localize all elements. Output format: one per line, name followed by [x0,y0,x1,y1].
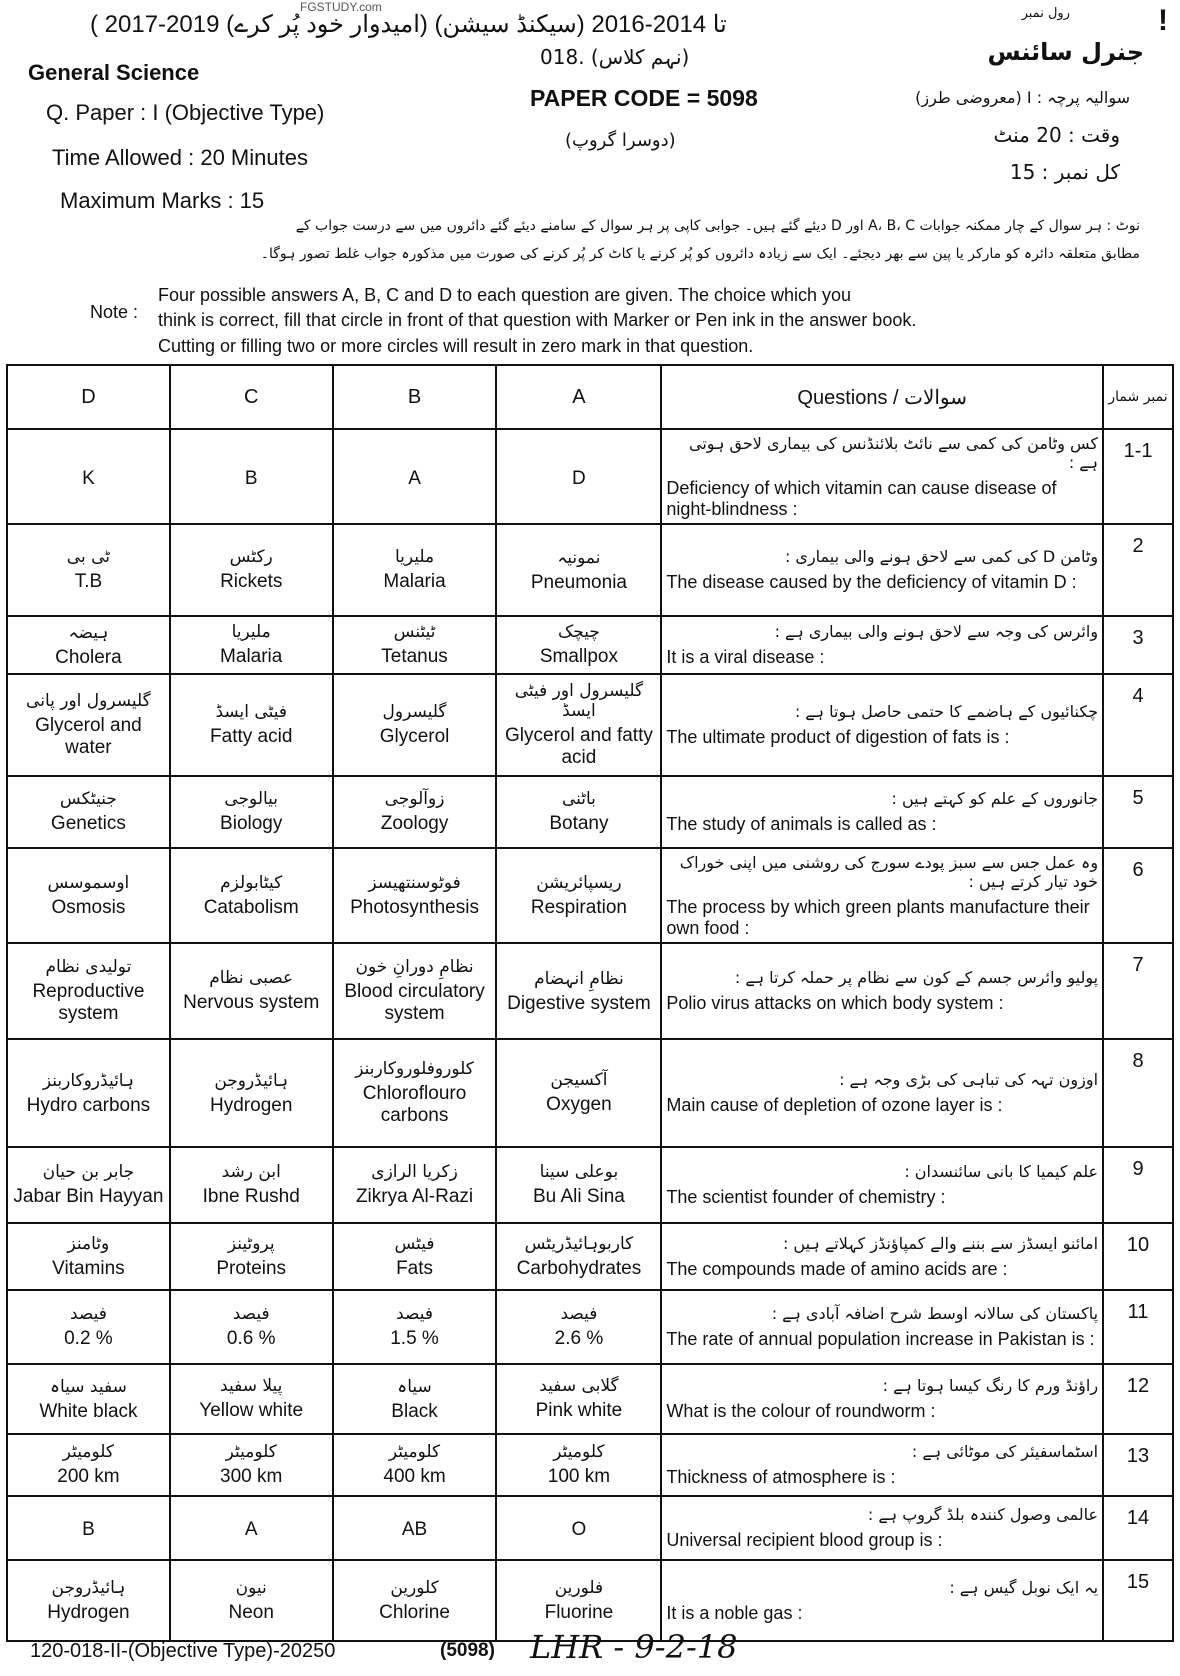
option-d [7,616,170,674]
question [661,674,1103,776]
option-a-ur: نمونیہ [557,547,601,568]
table-row [7,674,1173,776]
question-number: 3 [1103,616,1173,674]
option-d-en: White black [39,1400,138,1422]
option-c [170,776,333,848]
question-ur: اسٹماسفیئر کی موٹائی ہے : [911,1442,1099,1461]
option-a-ur: گلابی سفید [539,1376,619,1396]
question-ur: وائرس کی وجہ سے لاحق ہونے والی بیماری ہے : [774,622,1099,641]
option-a-ur: بوعلی سینا [539,1162,619,1182]
header-a: A [496,365,661,429]
option-b [333,674,497,776]
option-d [7,943,170,1039]
option-a [496,776,661,848]
question-en: Thickness of atmosphere is : [666,1467,896,1487]
option-c-en: A [244,1519,258,1540]
mark: ! [1158,4,1168,37]
option-d [7,1496,170,1560]
question-number: 10 [1103,1223,1173,1290]
option-a-en: Digestive system [507,992,651,1014]
option-d [7,1434,170,1496]
question-number: 4 [1103,674,1173,776]
option-a-ur: فیصد [560,1304,598,1324]
question-number: 12 [1103,1364,1173,1434]
question-en: It is a viral disease : [666,647,825,667]
option-d-en: Jabar Bin Hayyan [13,1186,164,1207]
option-a-en: Carbohydrates [516,1258,642,1279]
option-d-en: Genetics [50,813,126,834]
option-c [170,1560,333,1641]
option-c [170,943,333,1039]
option-c-en: Biology [220,813,283,834]
roll-no: رول نمبر [1021,6,1070,21]
option-b-en: Black [391,1400,438,1422]
question-number: 7 [1103,943,1173,1039]
option-a-en: Oxygen [546,1094,612,1115]
option-d [7,776,170,848]
option-b-en: Zikrya Al-Razi [355,1186,474,1207]
question-ur: پولیو وائرس جسم کے کون سے نظام پر حملہ کرتا ہے : [734,968,1099,987]
note-label: Note : [90,302,139,322]
option-d-en: Hydro carbons [26,1094,151,1116]
option-b [333,1290,497,1364]
question-ur: وٹامن D کی کمی سے لاحق ہونے والی بیماری : [784,547,1099,566]
question [661,1434,1103,1496]
time-ur: وقت : 20 منٹ [993,123,1120,147]
footer-code: 120-018-II-(Objective Type)-20250 [30,1640,336,1662]
option-b-en: Fats [396,1257,434,1279]
option-b-ur: ٹیٹنس [393,622,436,642]
option-c-ur: کلومیٹر [225,1442,277,1462]
option-d-en: Hydrogen [47,1602,130,1623]
question-en: The study of animals is called as : [666,814,937,834]
option-d-ur: ہائیڈروکاربنز [42,1070,134,1091]
header-c: C [170,365,333,429]
question-en: The compounds made of amino acids are : [666,1258,1008,1279]
option-d-ur: اوسموسس [47,872,130,893]
option-d-ur: ہائیڈروجن [51,1578,126,1598]
option-b [333,1223,497,1290]
option-d [7,1039,170,1147]
question-en: Deficiency of which vitamin can cause disease of night-blindness : [666,477,1057,519]
option-b-ur: کلومیٹر [388,1442,441,1462]
option-a-en: Glycerol and fatty acid [505,725,653,768]
question-ur: علم کیمیا کا بانی سائنسدان : [904,1162,1099,1181]
option-a [496,1364,661,1434]
header-b: B [333,365,497,429]
paper-en: Q. Paper : I (Objective Type) [46,100,325,125]
table-row [7,1147,1173,1223]
question-number: 5 [1103,776,1173,848]
question-ur: عالمی وصول کنندہ بلڈ گروپ ہے : [867,1505,1099,1524]
option-c-ur: فیصد [232,1304,270,1324]
option-b-ur: ملیریا [394,547,435,567]
questions-table [6,364,1174,1642]
option-d-ur: کلومیٹر [62,1442,115,1462]
option-c-en: 0.6 % [226,1328,276,1349]
option-c [170,848,333,943]
option-d-en: T.B [74,571,103,592]
option-c [170,1223,333,1290]
option-a-en: 100 km [547,1466,611,1487]
option-c [170,429,333,524]
option-c-ur: کیٹابولزم [220,872,283,893]
option-b-en: 400 km [383,1466,446,1487]
question-ur: امائنو ایسڈز سے بننے والے کمپاؤنڈز کہلاتے ہیں : [782,1233,1099,1253]
option-c-ur: ابن رشد [221,1162,281,1182]
option-c [170,674,333,776]
option-d-ur: فیصد [69,1304,107,1324]
table-row [7,1223,1173,1290]
option-b [333,616,497,674]
option-b [333,1147,497,1223]
option-d-en: Vitamins [52,1257,125,1279]
option-b [333,1560,497,1641]
table-row [7,524,1173,616]
class-ur: (نہم کلاس) .018 [540,45,690,69]
question [661,1364,1103,1434]
option-b-en: AB [401,1519,428,1540]
note-en-3: Cutting or filling two or more circles will result in zero mark in that question. [158,336,754,356]
option-a-ur: ریسپائریشن [536,872,622,893]
question-ur: پاکستان کی سالانہ اوسط شرح اضافہ آبادی ہے : [771,1304,1099,1323]
question-number: 9 [1103,1147,1173,1223]
question-number: 2 [1103,524,1173,616]
option-b-en: A [408,467,421,489]
question-ur: راؤنڈ ورم کا رنگ کیسا ہوتا ہے : [882,1376,1099,1395]
group-ur: (دوسرا گروپ) [565,130,676,151]
option-d [7,524,170,616]
time-en: Time Allowed : 20 Minutes [52,145,308,170]
option-b-en: Glycerol [379,726,450,747]
option-b-en: Malaria [383,571,446,592]
option-b-ur: گلیسرول [382,702,447,722]
question-en: It is a noble gas : [666,1602,803,1623]
option-a [496,616,661,674]
question [661,429,1103,524]
question-en: The rate of annual population increase in Pakistan is : [666,1329,1095,1349]
option-d-en: Osmosis [51,896,126,918]
option-d-en: Reproductive system [32,981,145,1024]
option-d [7,1364,170,1434]
option-a [496,1434,661,1496]
option-b [333,848,497,943]
question-number: 6 [1103,848,1173,943]
option-a-en: Pneumonia [530,571,627,593]
question-ur: جانوروں کے علم کو کہتے ہیں : [891,789,1099,808]
question [661,1039,1103,1147]
table-row [7,1039,1173,1147]
option-b-ur: نظامِ دورانِ خون [355,957,474,977]
option-c [170,524,333,616]
table-row [7,848,1173,943]
option-c-en: Neon [228,1601,274,1623]
option-d [7,429,170,524]
option-c-ur: ہائیڈروجن [214,1070,289,1091]
table-row [7,776,1173,848]
question-en: Main cause of depletion of ozone layer is : [666,1095,1003,1115]
header-d: D [7,365,170,429]
option-a [496,848,661,943]
option-c-en: Yellow white [199,1400,304,1421]
option-c [170,1496,333,1560]
sessions: ( 2017-2019 تا 2014-2016 (سیکنڈ سیشن) (امیدوار خود پُر کرے) [90,11,727,38]
option-d-ur: تولیدی نظام [45,957,132,977]
option-d-en: 0.2 % [64,1328,113,1349]
option-a-en: Bu Ali Sina [532,1186,625,1207]
option-b-ur: زکریا الرازی [371,1162,458,1182]
option-a-ur: چیچک [558,622,600,642]
option-b-ur: فیٹس [394,1233,435,1254]
paper-ur: سوالیہ پرچہ : I (معروضی طرز) [915,88,1130,107]
option-b-en: Photosynthesis [350,896,479,918]
option-a [496,524,661,616]
paper-code: PAPER CODE = 5098 [530,85,758,111]
question-number: 8 [1103,1039,1173,1147]
table-row [7,1496,1173,1560]
option-d-en: Glycerol and water [35,715,142,758]
table-header [7,365,1173,429]
option-c-ur: رکٹس [229,547,273,567]
option-c-ur: نیون [235,1577,267,1598]
option-d-en: B [82,1519,95,1540]
handwritten-note: LHR - 9-2-18 [530,1628,738,1666]
option-a-en: O [571,1519,587,1540]
option-c-en: Catabolism [203,896,299,918]
question [661,524,1103,616]
option-c-ur: ملیریا [231,622,271,642]
table-row [7,1434,1173,1496]
table-row [7,943,1173,1039]
question-ur: وہ عمل جس سے سبز پودے سورج کی روشنی میں اپنی خوراک خود تیار کرتے ہیں : [679,852,1099,891]
option-a-en: Pink white [535,1400,623,1421]
option-c [170,1039,333,1147]
option-c-en: Rickets [220,571,283,592]
note-en-2: think is correct, fill that circle in front of that question with Marker or Pen ink in the answer book. [158,310,917,330]
option-b [333,429,497,524]
option-d [7,848,170,943]
question [661,1223,1103,1290]
table-row [7,1290,1173,1364]
option-c-en: B [244,467,258,489]
option-a-ur: نظامِ انہضام [534,968,624,989]
option-d [7,1223,170,1290]
option-c-en: Fatty acid [210,726,293,747]
question [661,943,1103,1039]
option-a-ur: باٹنی [561,789,596,809]
option-a [496,1223,661,1290]
option-b-en: 1.5 % [390,1328,439,1349]
question [661,1147,1103,1223]
option-a-en: Respiration [530,896,627,918]
option-b-ur: فوٹوسنتھیسز [368,872,461,893]
option-a [496,429,661,524]
option-d [7,674,170,776]
option-a-ur: فلورین [554,1577,604,1598]
option-b [333,943,497,1039]
option-b [333,1496,497,1560]
option-c-ur: پروٹینز [227,1233,275,1254]
header-questions: Questions / سوالات [661,365,1103,429]
option-d-ur: ٹی بی [66,547,111,567]
subject-en: General Science [28,60,200,85]
question-number: 14 [1103,1496,1173,1560]
option-a-ur: کاربوہائیڈریٹس [524,1234,634,1254]
question-number: 13 [1103,1434,1173,1496]
option-a-en: Fluorine [544,1601,614,1623]
option-d-en: K [82,467,95,489]
option-b [333,1434,497,1496]
marks-en: Maximum Marks : 15 [60,188,265,213]
option-a-ur: گلیسرول اور فیٹی ایسڈ [514,681,644,721]
option-b-ur: زوآلوجی [384,789,445,809]
option-b-en: Tetanus [381,646,448,667]
table-row [7,616,1173,674]
option-c-en: Nervous system [183,992,320,1013]
option-a-ur: کلومیٹر [553,1442,605,1462]
question-en: Universal recipient blood group is : [666,1530,943,1550]
question-en: What is the colour of roundworm : [666,1401,936,1421]
option-d-en: Cholera [55,646,122,668]
option-d-ur: جابر بن حیان [42,1162,135,1182]
question [661,848,1103,943]
question [661,776,1103,848]
option-b-ur: کلورین [390,1577,439,1598]
option-b-en: Zoology [380,813,449,834]
question-ur: کس وٹامن کی کمی سے نائٹ بلائنڈنس کی بیماری لاحق ہوتی ہے : [689,433,1099,472]
note-ur-2: مطابق متعلقہ دائرہ کو مارکر یا پین سے بھر دیجئے۔ ایک سے زیادہ دائروں کو پُر کرنے یا کاٹ کر پُر کرنے کی صورت میں مذکورہ جواب غلط تصور ہوگا۔ [260,246,1140,262]
option-c-en: 300 km [220,1466,283,1487]
option-c-ur: بیالوجی [224,789,279,809]
option-b [333,1364,497,1434]
option-b-ur: سیاہ [397,1376,432,1397]
question-en: The process by which green plants manufacture their own food : [666,896,1090,938]
question-en: Polio virus attacks on which body system : [666,993,1004,1013]
footer-paper-no: (5098) [440,1640,495,1661]
question [661,616,1103,674]
option-c-en: Proteins [216,1257,287,1279]
question-en: The ultimate product of digestion of fats is : [666,727,1010,747]
option-a-ur: آکسیجن [550,1070,608,1090]
question-number: 1-1 [1103,429,1173,524]
option-d-ur: وٹامنز [67,1233,110,1254]
marks-ur: کل نمبر : 15 [1009,160,1120,184]
option-d-ur: جنیٹکس [59,789,117,809]
option-c-ur: فیٹی ایسڈ [215,702,287,722]
option-a [496,943,661,1039]
option-a-en: Botany [549,813,609,834]
option-b [333,524,497,616]
question-ur: یہ ایک نوبل گیس ہے : [949,1577,1099,1597]
option-d [7,1147,170,1223]
option-b [333,776,497,848]
table-row [7,429,1173,524]
option-d-en: 200 km [57,1466,120,1487]
option-a [496,674,661,776]
question-number: 11 [1103,1290,1173,1364]
option-c-en: Hydrogen [210,1094,293,1116]
watermark: FGSTUDY.com [300,0,382,14]
option-c [170,1290,333,1364]
option-b [333,1039,497,1147]
option-a-en: D [572,467,586,489]
option-c-ur: پیلا سفید [220,1376,283,1396]
option-a [496,1039,661,1147]
option-c [170,1147,333,1223]
option-d-ur: گلیسرول اور پانی [26,691,151,711]
option-b-en: Chlorine [379,1601,450,1623]
question [661,1290,1103,1364]
option-c [170,1434,333,1496]
option-a-en: Smallpox [539,646,618,667]
option-a [496,1147,661,1223]
option-c-en: Malaria [220,646,283,667]
option-b-en: Blood circulatory system [344,981,485,1024]
option-b-en: Chloroflouro carbons [362,1083,467,1126]
option-a [496,1290,661,1364]
option-d [7,1560,170,1641]
option-c-ur: عصبی نظام [209,968,294,988]
note-ur-1: نوٹ : ہر سوال کے چار ممکنہ جوابات A، B، C اور D دیئے گئے ہیں۔ جوابی کاپی پر ہر سوال کے سامنے دیئے گئے دائروں میں سے درست جواب کے [295,218,1140,234]
note-en-1: Four possible answers A, B, C and D to each question are given. The choice which you [158,285,852,305]
option-a-en: 2.6 % [554,1328,604,1349]
table-row [7,1364,1173,1434]
question-ur: اوزون تہہ کی تباہی کی بڑی وجہ ہے : [839,1070,1099,1089]
option-b-ur: فیصد [396,1304,433,1324]
question [661,1496,1103,1560]
subject-ur: جنرل سائنس [987,38,1144,66]
question-en: The scientist founder of chemistry : [666,1187,946,1207]
header-number: نمبر شمار [1103,365,1173,429]
option-d-ur: ہیضہ [68,622,109,643]
option-d [7,1290,170,1364]
option-c-en: Ibne Rushd [202,1186,300,1207]
question-en: The disease caused by the deficiency of vitamin D : [666,572,1077,592]
question-ur: چکنائیوں کے ہاضمے کا حتمی حاصل ہوتا ہے : [794,702,1099,721]
option-b-ur: کلوروفلوروکاربنز [355,1059,474,1079]
option-d-ur: سفید سیاہ [50,1376,127,1397]
option-c [170,1364,333,1434]
option-c [170,616,333,674]
question-number: 15 [1103,1560,1173,1641]
option-a [496,1496,661,1560]
